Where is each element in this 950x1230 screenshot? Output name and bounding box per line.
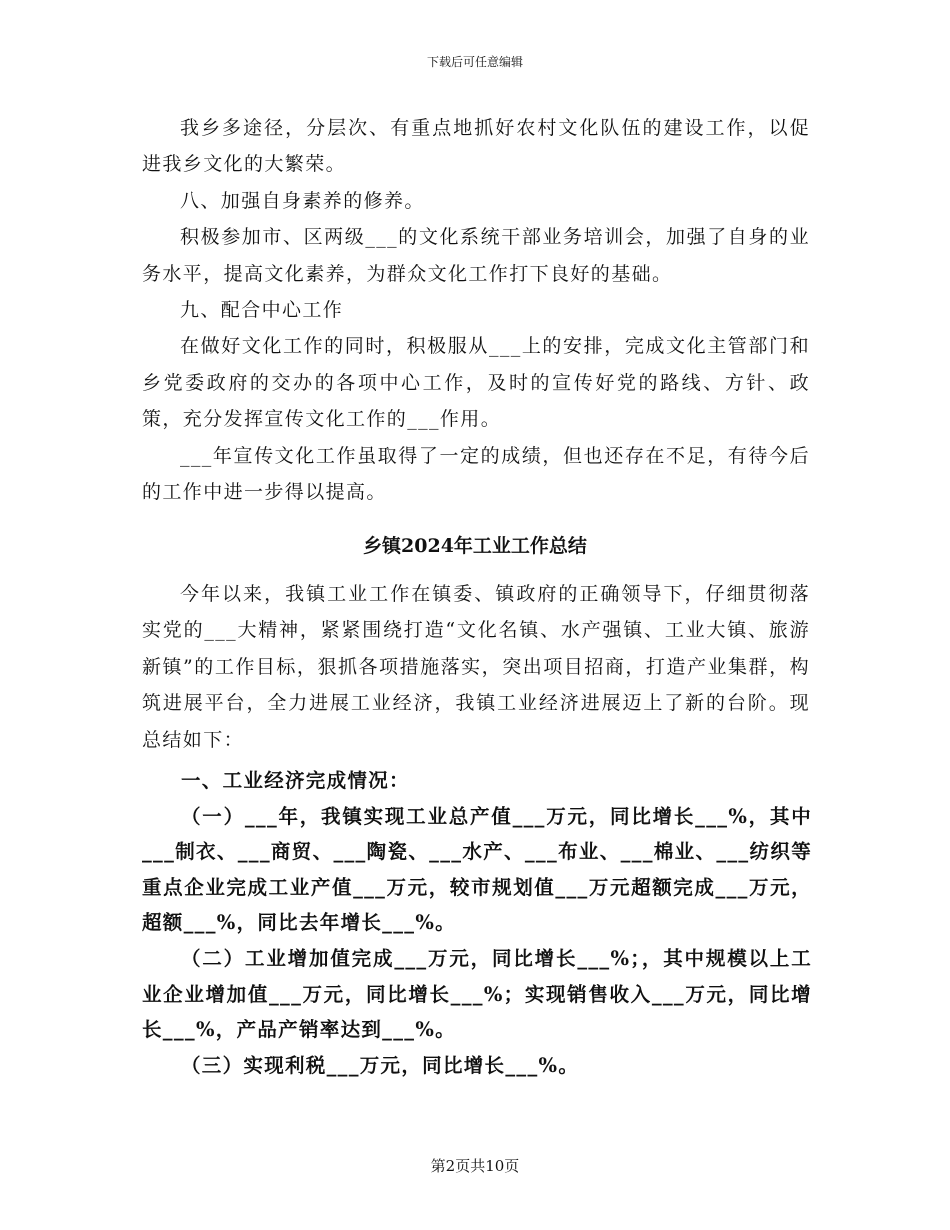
paragraph: 在做好文化工作的同时，积极服从___上的安排，完成文化主管部门和乡党委政府的交办的各项中心工作，及时的宣传好党的路线、方针、政策，充分发挥宣传文化工作的___作用。 bbox=[142, 335, 810, 431]
document-title: 乡镇2024年工业工作总结 bbox=[363, 535, 587, 557]
paragraph: 积极参加市、区两级___的文化系统干部业务培训会，加强了自身的业务水平，提高文化素养，为群众文化工作打下良好的基础。 bbox=[142, 226, 810, 285]
intro-section bbox=[142, 576, 810, 758]
bold-paragraph: （一）___年，我镇实现工业总产值___万元，同比增长___%，其中___制衣、___商贸、___陶瓷、___水产、___布业、___棉业、___纺织等重点企业完成工业产值___万元，较市规划值___万元超额完成___万元，超额___%，同比去年增长___%。 bbox=[142, 804, 812, 935]
paragraph: ___年宣传文化工作虽取得了一定的成绩，但也还存在不足，有待今后的工作中进一步得以提高。 bbox=[142, 444, 810, 504]
section-heading: 九、配合中心工作 bbox=[180, 299, 344, 322]
bold-heading: 一、工业经济完成情况： bbox=[181, 769, 410, 792]
body-text-top bbox=[142, 110, 810, 510]
bold-section bbox=[142, 763, 812, 1083]
intro-paragraph: 今年以来，我镇工业工作在镇委、镇政府的正确领导下，仔细贯彻落实党的___大精神，紧紧围绕打造“文化名镇、水产强镇、工业大镇、旅游新镇”的工作目标，狠抓各项措施落实，突出项目招商，打造产业集群，构筑进展平台，全力进展工业经济，我镇工业经济进展迈上了新的台阶。现总结如下： bbox=[142, 583, 810, 751]
section-heading: 八、加强自身素养的修养。 bbox=[180, 189, 425, 212]
paragraph: 我乡多途径，分层次、有重点地抓好农村文化队伍的建设工作，以促进我乡文化的大繁荣。 bbox=[142, 117, 810, 176]
page-header: 下载后可任意编辑 bbox=[426, 55, 523, 69]
bold-paragraph: （三）实现利税___万元，同比增长___%。 bbox=[181, 1053, 580, 1077]
bold-paragraph: （二）工业增加值完成___万元，同比增长___%；，其中规模以上工业企业增加值___万元，同比增长___%；实现销售收入___万元，同比增长___%，产品产销率达到___%。 bbox=[142, 946, 812, 1042]
page-footer: 第2页共10页 bbox=[430, 1157, 520, 1175]
